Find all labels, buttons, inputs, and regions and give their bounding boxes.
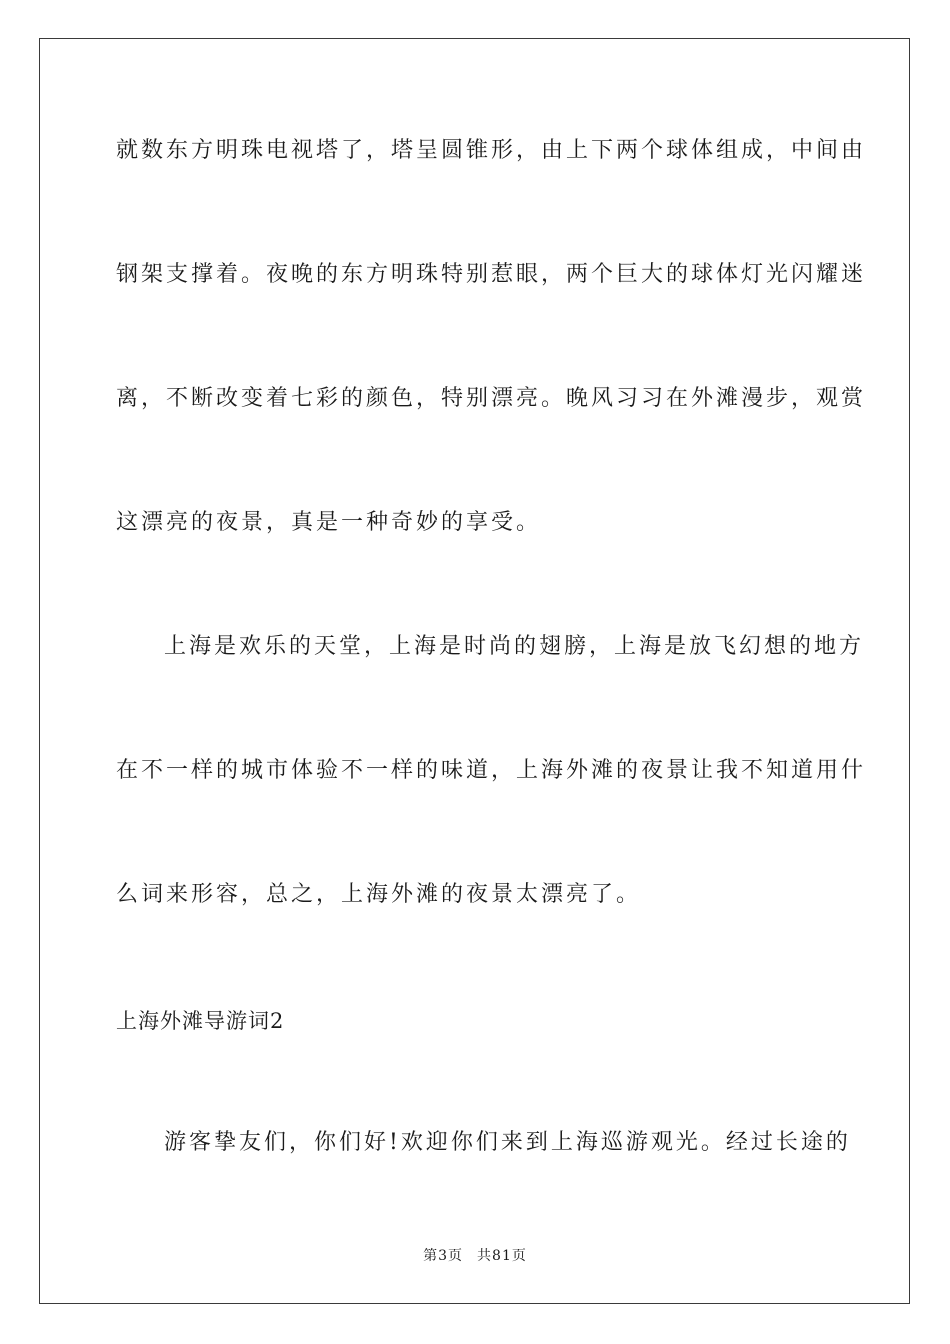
paragraph-line: 么词来形容，总之，上海外滩的夜景太漂亮了。: [116, 882, 642, 907]
paragraph-line: 离，不断改变着七彩的颜色，特别漂亮。晚风习习在外滩漫步，观赏: [116, 386, 867, 411]
paragraph-line: 就数东方明珠电视塔了，塔呈圆锥形，由上下两个球体组成，中间由: [116, 138, 867, 163]
paragraph-line: 上海是欢乐的天堂，上海是时尚的翅膀，上海是放飞幻想的地方: [164, 634, 865, 659]
paragraph-line: 在不一样的城市体验不一样的味道，上海外滩的夜景让我不知道用什: [116, 758, 867, 783]
page-number: 第3页: [423, 1248, 464, 1264]
paragraph-line: 这漂亮的夜景，真是一种奇妙的享受。: [116, 510, 542, 535]
paragraph-line: 钢架支撑着。夜晚的东方明珠特别惹眼，两个巨大的球体灯光闪耀迷: [116, 262, 867, 287]
section-heading: 上海外滩导游词2: [116, 1009, 285, 1033]
page-footer: [0, 1246, 950, 1266]
page-frame: [39, 38, 910, 1304]
total-pages: 共81页: [477, 1248, 527, 1264]
paragraph-line: 游客挚友们，你们好!欢迎你们来到上海巡游观光。经过长途的: [164, 1130, 851, 1155]
